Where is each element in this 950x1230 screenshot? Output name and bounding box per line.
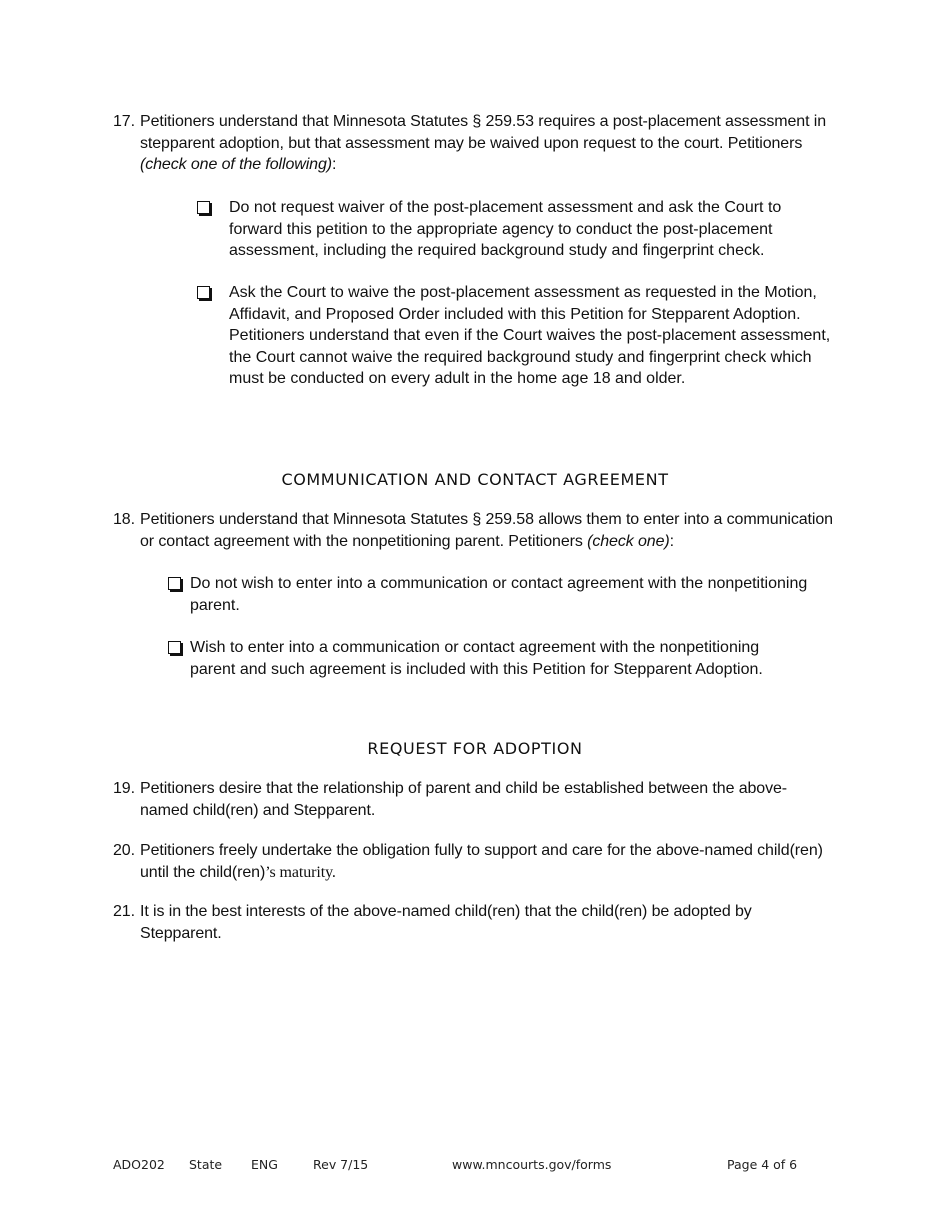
section-heading-communication: COMMUNICATION AND CONTACT AGREEMENT (281, 470, 669, 489)
paragraph-20 (113, 840, 833, 883)
paragraph-17 (113, 111, 833, 176)
option-no-waiver (197, 197, 837, 262)
footer-revision: Rev 7/15 (313, 1157, 369, 1172)
paragraph-text: Petitioners understand that Minnesota Statutes § 259.58 allows them to enter into a communication or contact agreement with the nonpetitioning parent. Petitioners (check one): (140, 511, 833, 550)
paragraph-number: 19. (113, 780, 135, 797)
footer-jurisdiction: State (189, 1157, 223, 1172)
option-no-agreement (168, 573, 808, 616)
paragraph-number: 21. (113, 903, 135, 920)
checkbox-no-agreement[interactable] (168, 577, 181, 590)
option-waive-assessment (197, 282, 837, 390)
checkbox-no-waiver[interactable] (197, 201, 210, 214)
option-text: Do not wish to enter into a communication or contact agreement with the nonpetitioning parent. (190, 575, 808, 614)
footer-url[interactable]: www.mncourts.gov/forms (452, 1157, 612, 1172)
option-agreement (168, 637, 808, 680)
paragraph-number: 18. (113, 511, 135, 528)
paragraph-21 (113, 901, 833, 944)
footer-form-id: ADO202 (113, 1157, 165, 1172)
paragraph-text: Petitioners freely undertake the obligation fully to support and care for the above-named child(ren) until the child(ren)’s maturity. (140, 842, 823, 881)
option-text: Do not request waiver of the post-placement assessment and ask the Court to forward this petition to the appropriate agency to conduct the post-placement assessment, including the required background study and fingerprint check. (229, 199, 782, 259)
paragraph-19 (113, 778, 833, 821)
paragraph-text: It is in the best interests of the above-named child(ren) that the child(ren) be adopted by Stepparent. (140, 903, 752, 942)
section-heading-request: REQUEST FOR ADOPTION (367, 739, 583, 758)
option-text: Wish to enter into a communication or contact agreement with the nonpetitioning parent and such agreement is included with this Petition for Stepparent Adoption. (190, 639, 763, 678)
checkbox-waive-assessment[interactable] (197, 286, 210, 299)
paragraph-number: 17. (113, 113, 135, 130)
paragraph-text: Petitioners desire that the relationship of parent and child be established between the above-named child(ren) and Stepparent. (140, 780, 788, 819)
option-text: Ask the Court to waive the post-placement assessment as requested in the Motion, Affidavit, and Proposed Order included with this Petition for Stepparent Adoption. Petitioners understand that even if the Court waives the post-placement assessment, the Court cannot waive the required background study and fingerprint check which must be conducted on every adult in the home age 18 and older. (229, 284, 831, 387)
footer-language: ENG (251, 1157, 278, 1172)
paragraph-18 (113, 509, 833, 552)
paragraph-number: 20. (113, 842, 135, 859)
checkbox-agreement[interactable] (168, 641, 181, 654)
paragraph-text: Petitioners understand that Minnesota Statutes § 259.53 requires a post-placement assessment in stepparent adoption, but that assessment may be waived upon request to the court. Petitioners (check one of the following): (140, 113, 827, 173)
footer-page-number: Page 4 of 6 (727, 1157, 798, 1172)
